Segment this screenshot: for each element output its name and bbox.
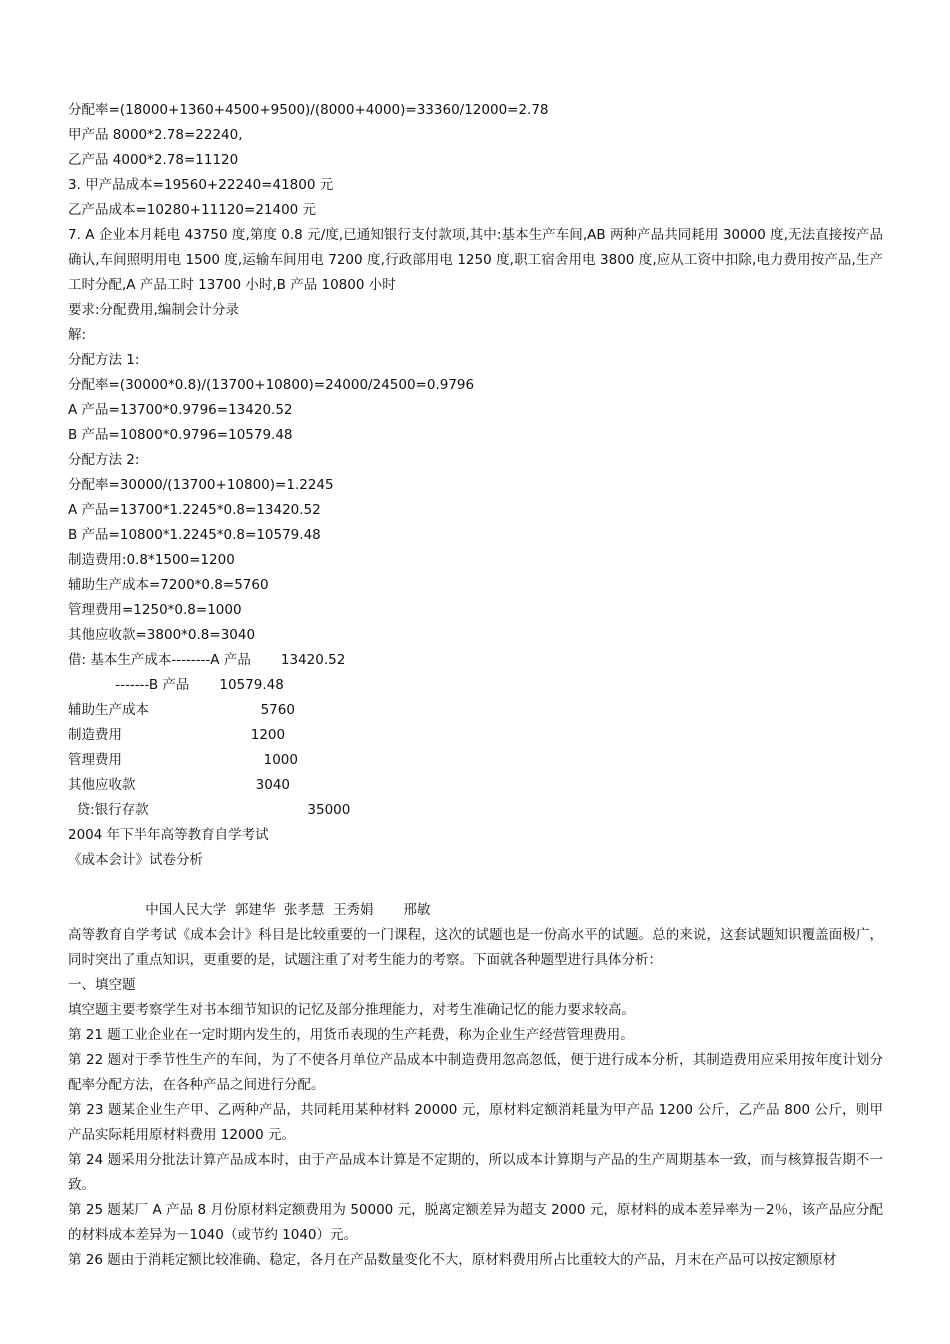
paragraph: 填空题主要考察学生对书本细节知识的记忆及部分推理能力，对考生准确记忆的能力要求较高。 xyxy=(68,1002,635,1018)
journal-entry-line: 辅助生产成本 5760 xyxy=(68,702,295,718)
text-line: 制造费用:0.8*1500=1200 xyxy=(68,552,235,568)
text-line: 乙产品成本=10280+11120=21400 元 xyxy=(68,202,317,218)
text-line: A 产品=13700*1.2245*0.8=13420.52 xyxy=(68,502,321,518)
paragraph: 第 25 题某厂 A 产品 8 月份原材料定额费用为 50000 元，脱离定额差异为超支 2000 元，原材料的成本差异率为－2％，该产品应分配的材料成本差异为－1040（或节约 1040）元。 xyxy=(68,1202,883,1243)
document-page xyxy=(68,98,883,1273)
question-7-text: 7. A 企业本月耗电 43750 度,第度 0.8 元/度,已通知银行支付款项,其中:基本生产车间,AB 两种产品共同耗用 30000 度,无法直接按产品确认,车间照明用电 1500 度,运输车间用电 7200 度,行政部用电 1250 度,职工宿舍用电 3800 度,应从工资中扣除,电力费用按产品,生产工时分配,A 产品工时 13700 小时,B 产品 10800 小时 xyxy=(68,227,883,293)
section-title: 2004 年下半年高等教育自学考试 xyxy=(68,827,269,843)
text-line: 甲产品 8000*2.78=22240, xyxy=(68,127,243,143)
paragraph: 第 23 题某企业生产甲、乙两种产品，共同耗用某种材料 20000 元，原材料定额消耗量为甲产品 1200 公斤，乙产品 800 公斤，则甲产品实际耗用原材料费用 12000 元。 xyxy=(68,1102,883,1143)
text-line: 要求:分配费用,编制会计分录 xyxy=(68,302,239,318)
text-line: 辅助生产成本=7200*0.8=5760 xyxy=(68,577,269,593)
journal-entry-line: 管理费用 1000 xyxy=(68,752,298,768)
paragraph: 第 22 题对于季节性生产的车间，为了不使各月单位产品成本中制造费用忽高忽低，便于进行成本分析，其制造费用应采用按年度计划分配率分配方法，在各种产品之间进行分配。 xyxy=(68,1052,883,1093)
paragraph: 第 21 题工业企业在一定时期内发生的，用货币表现的生产耗费，称为企业生产经营管理费用。 xyxy=(68,1027,634,1043)
paragraph: 第 24 题采用分批法计算产品成本时，由于产品成本计算是不定期的，所以成本计算期与产品的生产周期基本一致，而与核算报告期不一致。 xyxy=(68,1152,883,1193)
section-heading: 一、填空题 xyxy=(68,977,136,993)
text-line: 3. 甲产品成本=19560+22240=41800 元 xyxy=(68,177,334,193)
text-line: 管理费用=1250*0.8=1000 xyxy=(68,602,242,618)
journal-entry-line: 其他应收款 3040 xyxy=(68,777,291,793)
journal-entry-line: 借: 基本生产成本--------A 产品 13420.52 xyxy=(68,652,346,668)
paragraph: 高等教育自学考试《成本会计》科目是比较重要的一门课程，这次的试题也是一份高水平的试题。总的来说，这套试题知识覆盖面极广，同时突出了重点知识，更重要的是，试题注重了对考生能力的考察。下面就各种题型进行具体分析： xyxy=(68,927,883,968)
journal-entry-line: 贷:银行存款 35000 xyxy=(68,802,351,818)
author-line: 中国人民大学 郭建华 张孝慧 王秀娟 邢敏 xyxy=(68,902,431,918)
text-line: B 产品=10800*1.2245*0.8=10579.48 xyxy=(68,527,321,543)
journal-entry-line: 制造费用 1200 xyxy=(68,727,286,743)
text-line: B 产品=10800*0.9796=10579.48 xyxy=(68,427,293,443)
text-line: 分配率=30000/(13700+10800)=1.2245 xyxy=(68,477,334,493)
paragraph: 第 26 题由于消耗定额比较准确、稳定，各月在产品数量变化不大，原材料费用所占比重较大的产品，月末在产品可以按定额原材 xyxy=(68,1252,837,1268)
text-line: 乙产品 4000*2.78=11120 xyxy=(68,152,239,168)
section-title: 《成本会计》试卷分析 xyxy=(68,852,203,868)
text-line: 其他应收款=3800*0.8=3040 xyxy=(68,627,256,643)
text-line: A 产品=13700*0.9796=13420.52 xyxy=(68,402,293,418)
text-line: 分配方法 1: xyxy=(68,352,140,368)
text-line: 分配方法 2: xyxy=(68,452,140,468)
blank-line xyxy=(68,873,883,898)
journal-entry-line: -------B 产品 10579.48 xyxy=(68,677,284,693)
text-line: 分配率=(30000*0.8)/(13700+10800)=24000/24500=0.9796 xyxy=(68,377,475,393)
text-line: 解: xyxy=(68,327,87,343)
text-line: 分配率=(18000+1360+4500+9500)/(8000+4000)=33360/12000=2.78 xyxy=(68,102,549,118)
